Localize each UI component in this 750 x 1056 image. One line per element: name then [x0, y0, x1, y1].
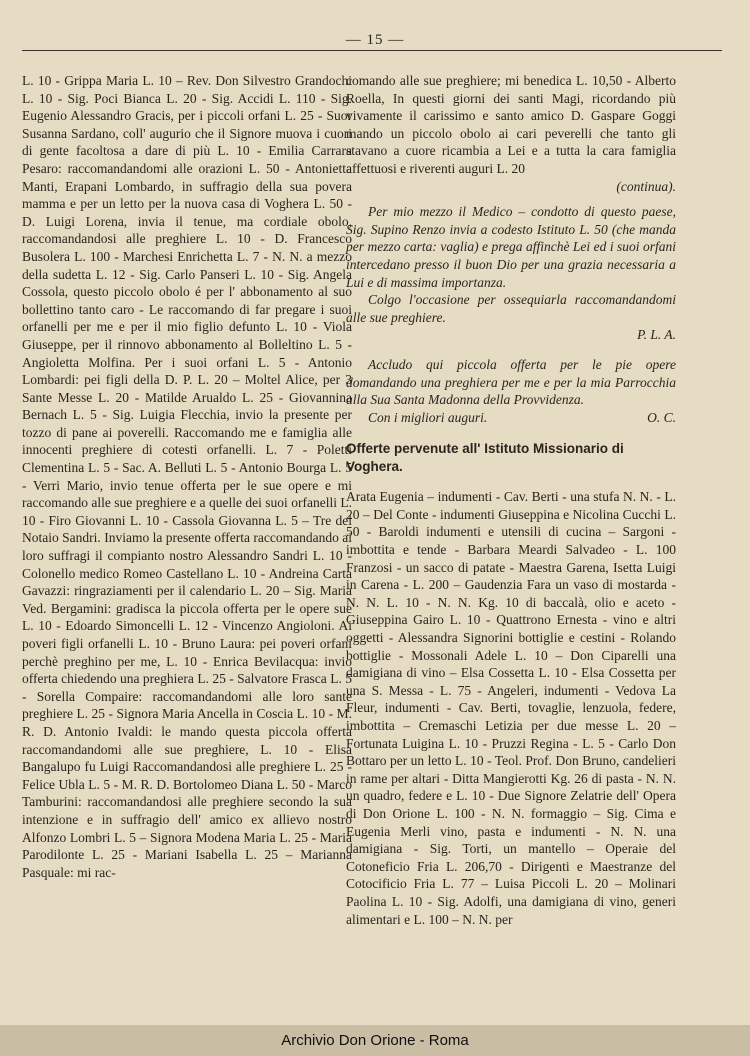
letter-medico-signature: P. L. A. [637, 327, 676, 343]
letter-parish-signature: O. C. [647, 409, 676, 425]
archive-footer: Archivio Don Orione - Roma [281, 1032, 469, 1049]
letter-parish-footer [346, 409, 676, 427]
letter-medico-closing: Colgo l'occasione per ossequiarla raccomandandomi alle sue preghiere. [346, 292, 676, 325]
letter-medico-text: Per mio mezzo il Medico – condotto di questo paese, Sig. Supino Renzo invia a codesto Istituto L. 50 (che manda per mezzo carta: vaglia) e prega affinchè Lei ed i suoi orfani intercedano presso il buon Dio per una grazia necessaria a Lui e di massima importanza. [346, 204, 676, 290]
right-column [346, 72, 676, 928]
continued-text: comando alle sue preghiere; mi benedica L. 10,50 - Alberto Roella, In questi giorni dei santi Magi, ricordando più vivamente il carissimo e santo amico D. Gaspare Goggi mando un piccolo obolo ai cari peverelli che tanto gli stavano a cuore ricambia a Lei e a tutta la cara famiglia affettuosi e riverenti auguri L. 20 [346, 73, 676, 176]
section-heading: Offerte pervenute all' Istituto Missionario di Voghera. [346, 441, 624, 475]
donations-text: L. 10 - Grippa Maria L. 10 – Rev. Don Silvestro Grandochi L. 10 - Sig. Poci Bianca L. 20 - Sig. Accidi L. 110 - Sig. Eugenio Alessandro Gracis, per i piccoli orfani L. 25 - Suor Susanna Sardano, coll' augurio che il Signore muova i cuori di gente facoltosa a dare di più L. 10 - Emilia Carrara Pesaro: raccomandandomi alle orazioni L. 50 - Antonietta Manti, Erapani Lombardo, in suffragio della sua povera mamma e per un letto per la nuova casa di Voghera L. 50 - D. Luigi Lorena, invia il tenue, ma cordiale obolo, raccomandandosi alle preghiere L. 10 - D. Francesco Busolera L. 100 - Marchesi Enrichetta L. 7 - N. N. a mezzo della sudetta L. 12 - Sig. Carlo Panseri L. 10 - Sig. Angela Cossola, questo piccolo obolo é per l' abbonamento al suo bollettino tanto caro - Le raccomando di far pregare i suoi orfanelli per me e per il mio figlio defunto L. 10 - Viola Giuseppe, per il rinnovo abbonamento al Bolleltino L. 5 - Angioletta Molfina. Per i suoi orfani L. 5 - Antonio Lombardi: pei figli della D. P. L. 20 – Moltel Alice, per 3 Sante Messe L. 20 - Matilde Arualdo L. 25 - Giovannina Bernach L. 5 - Sig. Luigia Flecchia, invio la presente per tozzo di pane ai poverelli. Raccomando me e famiglia alle innocenti preghiere di cotesti orfanelli. L. 7 - Poletti Clementina L. 5 - Sac. A. Belluti L. 5 - Antonio Bourga L. 5 - Verri Mario, invio tenue offerta per le sue opere e mi raccomando alle sue preghiere e a quelle dei suoi orfanelli L. 10 - Firo Giovanni L. 10 - Cassola Giovanna L. 5 – Tre del Notaio Sandri. Inviamo la presente offerta raccomandando ai loro suffragi il compianto nostro Alessandro Sandri L. 10 - Colonello medico Romeo Castellano L. 10 - Andreina Carta Gavazzi: ringraziamenti per il calendario L. 20 – Sig. Maria Ved. Bergamini: gradisca la piccola offerta per le opere sue L. 10 - Edoardo Simoncelli L. 12 - Vincenzo Angioloni. Ai poveri figli orfanelli L. 10 - Bruno Laura: pei poveri orfani perchè preghino per me, L. 10 - Enrica Bevilacqua: invio offerta chiedendo una preghiera L. 25 - Salvatore Frasca L. 5 - Sorella Compaire: raccomandandomi alle loro sante preghiere L. 25 - Signora Maria Ancella in Coscia L. 10 - M. R. D. Antonio Ivaldi: le mando questa piccola offerta raccomandandomi alle sue preghiere, L. 10 - Elisa Bangalupo fu Luigi Raccomandandosi alle preghiere L. 25 - Felice Ubla L. 5 - M. R. D. Bortolomeo Diana L. 50 - Marco Tamburini: raccomandandosi alle preghiere secondo la sua intenzione e in suffragio dell' amico ex allievo nostro Alfonzo Lombri L. 5 – Signora Modena Maria L. 25 - Maria Parodilonte L. 25 - Mariani Isabella L. 25 – Marianna Pasquale: mi rac- [22, 73, 352, 880]
continua-label: (continua). [616, 178, 676, 194]
left-column [22, 72, 352, 881]
page-number: — 15 — [345, 32, 405, 48]
header-rule [22, 50, 722, 51]
letter-parish-text: Accludo qui piccola offerta per le pie opere domandando una preghiera per me e per la mia Parrocchia alla Sua Santa Madonna della Provvidenza. [346, 356, 676, 408]
voghera-offerings-text: Arata Eugenia – indumenti - Cav. Berti - una stufa N. N. - L. 20 – Del Conte - indumenti Giuseppina e Nicolina Cucchi L. 50 - Baroldi indumenti e utensili di cucina – Sargoni - imbottita e tende - Barbara Meardi Salvadeo - L. 100 Franzosi - un sacco di patate - Maestra Garena, Isetta Luigi in Carena - L. 200 – Gaudenzia Fara un vaso di mostarda - N. N. L. 10 - N. N. Kg. 10 di baccalà, olio e aceto - Giuseppina Gairo L. 10 - Quattrono Ernesta - vino e altri oggetti - Alessandra Signorini bottiglie e cestini - Rolando bottiglie - Mossonali Adele L. 10 – Don Ciparelli una damigiana di vino – Elsa Cossetta L. 10 - Elsa Cossetta per una S. Messa - L. 75 - Angeleri, indumenti - Vedova La Fleur, indumenti - Cav. Berti, tovaglie, lenzuola, federe, imbottita – Cremaschi Letizia per due messe L. 20 – Fortunata Luigina L. 10 - Pruzzi Regina - L. 5 - Carlo Don Bottaro per un letto L. 10 - Teol. Prof. Don Bruno, candelieri in rame per altari - Ditta Mangierotti Kg. 26 di pasta - N. N. un quadro, federe e L. 10 - Due Signore Zelatrie dell' Opera di Don Orione L. 100 - N. N. formaggio – Sig. Cima e Eugenia Merli vino, pasta e indumenti - N. N. una damigiana - Sig. Torti, un mantello – Operaie del Cotoneficio Fria L. 206,70 - Dirigenti e Maestranze del Cotocificio Fria L. 77 – Luisa Piccoli L. 20 – Molinari Paolina L. 10 - Sig. Adolfi, una damigiana di vino, generi alimentari e L. 100 – N. N. per [346, 489, 676, 927]
letter-parish-closing: Con i migliori auguri. [368, 409, 488, 425]
